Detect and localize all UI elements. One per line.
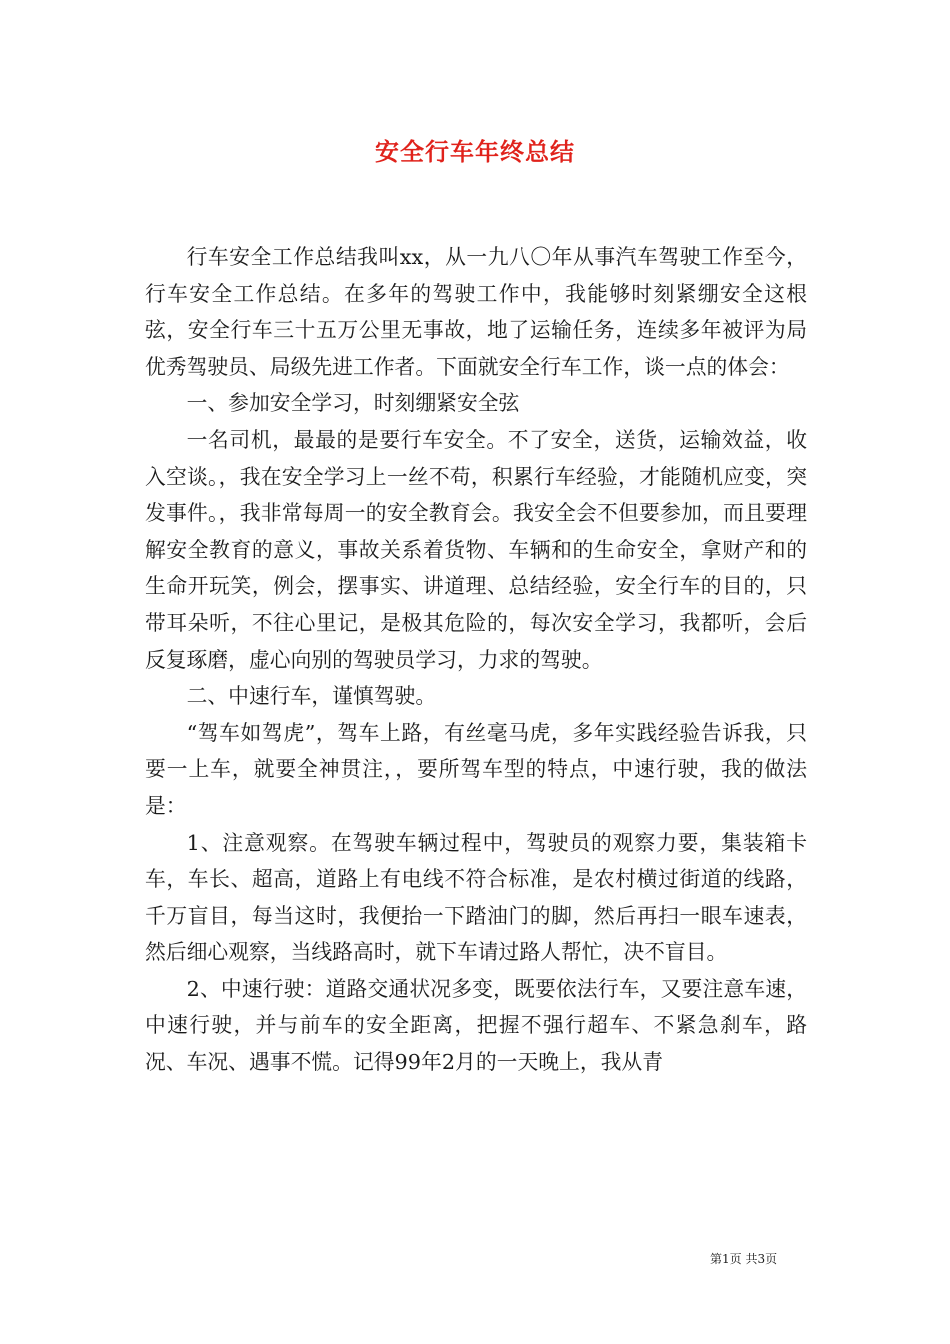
document-title: 安全行车年终总结	[375, 138, 575, 166]
section-heading-2: 二、中速行车，谨慎驾驶。	[186, 684, 437, 709]
section-heading-1: 一、参加安全学习，时刻绷紧安全弦	[186, 391, 520, 416]
document-body	[145, 239, 807, 1081]
paragraph-item-2: 2、中速行驶：道路交通状况多变，既要依法行车，又要注意车速，中速行驶，并与前车的安全距离，把握不强行超车、不紧急刹车，路况、车况、遇事不慌。记得99年2月的一天晚上，我从青	[145, 976, 807, 1075]
paragraph-intro: 行车安全工作总结我叫xx，从一九八〇年从事汽车驾驶工作至今，行车安全工作总结。在多年的驾驶工作中，我能够时刻紧绷安全这根弦，安全行车三十五万公里无事故，地了运输任务，连续多年被评为局优秀驾驶员、局级先进工作者。下面就安全行车工作，谈一点的体会：	[145, 245, 807, 379]
page-footer: 第1页 共3页	[710, 1252, 778, 1266]
paragraph-section-2-intro: “驾车如驾虎”，驾车上路，有丝毫马虎，多年实践经验告诉我，只要一上车，就要全神贯注，，要所驾车型的特点，中速行驶，我的做法是：	[145, 720, 807, 818]
paragraph-item-1: 1、注意观察。在驾驶车辆过程中，驾驶员的观察力要，集装箱卡车，车长、超高，道路上有电线不符合标准，是农村横过街道的线路，千万盲目，每当这时，我便抬一下踏油门的脚，然后再扫一眼车速表，然后细心观察，当线路高时，就下车请过路人帮忙，决不盲目。	[145, 830, 807, 965]
paragraph-section-1: 一名司机，最最的是要行车安全。不了安全，送货，运输效益，收入空谈。，我在安全学习上一丝不苟，积累行车经验，才能随机应变，突发事件。，我非常每周一的安全教育会。我安全会不但要参加，而且要理解安全教育的意义，事故关系着货物、车辆和的生命安全，拿财产和的生命开玩笑，例会，摆事实、讲道理、总结经验，安全行车的目的，只带耳朵听，不往心里记，是极其危险的，每次安全学习，我都听，会后反复琢磨，虚心向别的驾驶员学习，力求的驾驶。	[145, 427, 807, 672]
